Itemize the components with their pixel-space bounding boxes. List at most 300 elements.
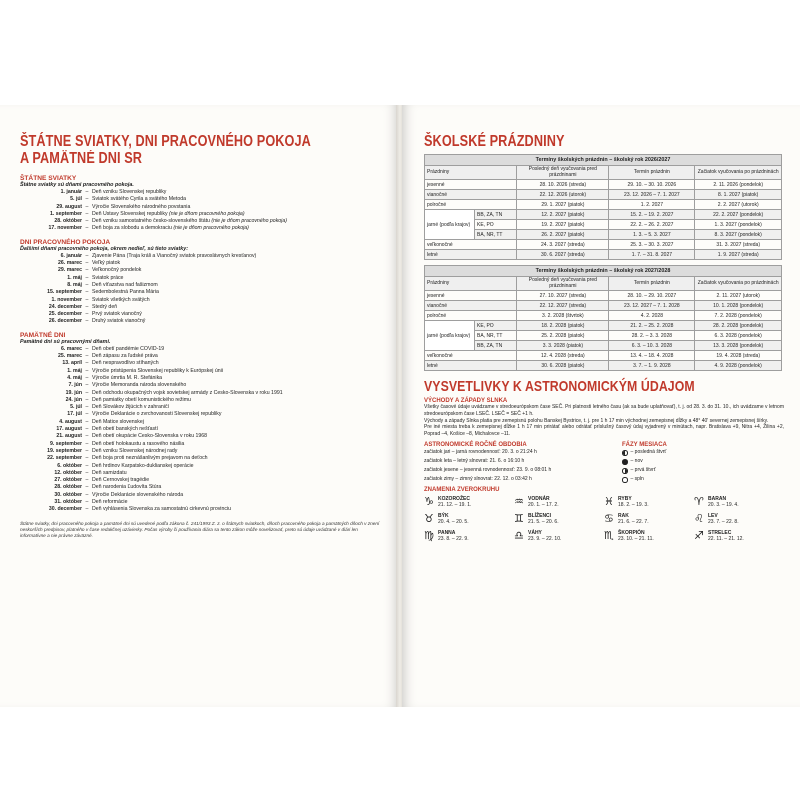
row-term: 29. 10. – 30. 10. 2026 [609, 180, 695, 190]
zodiac-sign [604, 496, 694, 508]
holiday-name: Výročie Deklarácie slovenského národa [92, 491, 184, 498]
holiday-name: Deň vzniku samostatného česko-slovenského štátu (nie je dňom pracovného pokoja) [92, 218, 287, 225]
holiday-date: 6. október [57, 462, 82, 469]
row-term: 1. 7. – 31. 8. 2027 [609, 250, 695, 260]
holiday-dash: – [85, 506, 89, 513]
holiday-name: Deň hrdinov Karpatsko-duklianskej operácie [92, 462, 194, 469]
table-row-spring [425, 220, 782, 230]
holiday-name: Zjavenie Pána (Traja králi a Vianočný sviatok pravoslávnych kresťanov) [92, 252, 257, 259]
rest-days-heading: DNI PRACOVNÉHO POKOJA [20, 238, 111, 246]
row-last-day: 28. 10. 2026 (streda) [517, 180, 609, 190]
zodiac-symbol-icon: ♐ [694, 529, 704, 543]
header-holidays: Prázdniny [425, 277, 517, 291]
holiday-date: 9. september [49, 440, 82, 447]
row-region: BA, NR, TT [475, 331, 517, 341]
zodiac-range: 22. 11. – 21. 12. [708, 536, 744, 543]
holiday-date: 25. december [48, 311, 82, 318]
holiday-date: 28. október [54, 218, 82, 225]
table-row [425, 291, 782, 301]
holiday-dash: – [85, 210, 89, 217]
zodiac-name: BÝK [438, 513, 449, 520]
zodiac-name: RAK [618, 513, 629, 520]
holiday-dash: – [85, 411, 89, 418]
holiday-dash: – [85, 274, 89, 281]
row-last-day: 3. 3. 2028 (piatok) [517, 341, 609, 351]
sun-paragraph-1: Všetky časové údaje uvádzame v stredoeurópskom čase SEČ. Pri platnosti letného času (ak sa bude uplatňovať), t. j. od 28. 3. do 31. 10., ich uvádzame v letnom stredoeurópskom čase LSEČ. LSEČ = SEČ +1 h. [424, 404, 784, 417]
zodiac-name: BLÍŽENCI [528, 513, 552, 520]
row-last-day: 26. 2. 2027 (piatok) [517, 230, 609, 240]
holiday-dash: – [85, 433, 89, 440]
table-row-spring [425, 331, 782, 341]
holiday-date: 17. august [56, 426, 82, 433]
row-last-day: 12. 2. 2027 (piatok) [517, 210, 609, 220]
row-start: 7. 2. 2028 (pondelok) [695, 311, 782, 321]
holiday-name: Deň vzniku Slovenskej národnej rady [92, 447, 178, 454]
state-holidays-heading: ŠTÁTNE SVIATKY [20, 175, 77, 182]
zodiac-text [618, 513, 649, 525]
holiday-note: (nie je dňom pracovného pokoja) [167, 210, 245, 217]
memorial-days-list [20, 346, 380, 514]
zodiac-symbol-icon: ♌ [694, 512, 704, 526]
zodiac-range: 21. 5. – 20. 6. [528, 519, 559, 526]
holiday-name: Deň zápasu za ľudské práva [92, 353, 158, 360]
holiday-dash: – [85, 260, 89, 267]
holiday-dash: – [85, 353, 89, 360]
row-term: 21. 2. – 25. 2. 2028 [609, 321, 695, 331]
holiday-name: Sedembolestná Panna Mária [92, 289, 159, 296]
table-header-row [425, 277, 782, 291]
holiday-dash: – [85, 426, 89, 433]
full-moon-icon [622, 477, 628, 483]
seasons-phases-block [424, 439, 784, 484]
zodiac-name: ŠKORPIÓN [618, 530, 645, 537]
state-holidays-subheading: Štátne sviatky sú dňami pracovného pokoja. [20, 182, 134, 188]
holiday-date: 1. september [49, 210, 82, 217]
holiday-date: 24. jún [65, 396, 82, 403]
zodiac-range: 18. 2. – 19. 3. [618, 502, 649, 509]
table-row [425, 250, 782, 260]
holiday-name: Deň Ústavy Slovenskej republiky (nie je dňom pracovného pokoja) [92, 210, 245, 217]
row-term: 23. 12. 2026 – 7. 1. 2027 [609, 190, 695, 200]
zodiac-name: RYBY [618, 496, 632, 503]
holiday-date: 8. máj [67, 281, 82, 288]
header-start: Začiatok vyučovania po prázdninách [695, 166, 782, 180]
holiday-date: 26. marec [58, 260, 82, 267]
row-region: KE, PO [475, 220, 517, 230]
row-label: polročné [425, 311, 517, 321]
row-start: 8. 3. 2027 (pondelok) [695, 230, 782, 240]
holiday-dash: – [85, 225, 89, 232]
holiday-name: Výročie pristúpenia Slovenskej republiky k Európskej únii [92, 367, 223, 374]
rest-days-subheading: Ďalšími dňami pracovného pokoja, okrem nedieľ, sú tieto sviatky: [20, 245, 189, 252]
table-row [425, 190, 782, 200]
row-term: 3. 7. – 1. 9. 2028 [609, 361, 695, 371]
table-caption: Termíny školských prázdnin – školský rok 2026/2027 [425, 155, 782, 166]
moon-phases-block [622, 439, 784, 484]
zodiac-range: 20. 1. – 17. 2. [528, 502, 559, 509]
row-last-day: 30. 6. 2028 (piatok) [517, 361, 609, 371]
row-term: 28. 2. – 3. 3. 2028 [609, 331, 695, 341]
holiday-date: 4. máj [67, 374, 82, 381]
header-last-day: Posledný deň vyučovania pred prázdninami [517, 277, 609, 291]
holiday-dash: – [85, 289, 89, 296]
school-holidays-table-2027-2028 [424, 265, 782, 371]
holiday-name: Deň víťazstva nad fašizmom [92, 281, 158, 288]
sun-paragraph-2: Východy a západy Slnka platia pre zemepisnú polohu Banskej Bystrice, t. j. pre 1 h 17 min východnej zemepisnej dĺžky a 48° 40' severnej zemepisnej šírky. [424, 417, 769, 424]
holiday-name: Veľký piatok [92, 260, 121, 267]
sun-heading: VÝCHODY A ZÁPADY SLNKA [424, 398, 508, 405]
header-start: Začiatok vyučovania po prázdninách [695, 277, 782, 291]
row-start: 10. 1. 2028 (pondelok) [695, 301, 782, 311]
right-page [402, 105, 800, 707]
row-term: 6. 3. – 10. 3. 2028 [609, 341, 695, 351]
holiday-dash: – [85, 374, 89, 381]
astro-title: VYSVETLIVKY K ASTRONOMICKÝM ÚDAJOM [424, 378, 695, 396]
holiday-name: Sviatok práce [92, 274, 124, 281]
row-last-day: 22. 12. 2027 (streda) [517, 301, 609, 311]
first-quarter-moon-icon [622, 468, 628, 474]
holiday-dash: – [85, 447, 89, 454]
season-summer: začiatok leta – letný slnovrat: 21. 6. o 16:10 h [424, 458, 525, 465]
holiday-name: Deň Černovskej tragédie [92, 477, 150, 484]
holiday-date: 1. november [51, 296, 82, 303]
header-holidays: Prázdniny [425, 166, 517, 180]
row-start: 2. 11. 2027 (utorok) [695, 291, 782, 301]
holiday-name: Sviatok svätého Cyrila a svätého Metoda [92, 196, 187, 203]
holiday-name: Deň reformácie [92, 498, 128, 505]
row-start: 2. 11. 2026 (pondelok) [695, 180, 782, 190]
row-label: veľkonočné [425, 351, 517, 361]
holiday-date: 30. december [48, 506, 82, 513]
row-term: 22. 2. – 26. 2. 2027 [609, 220, 695, 230]
memorial-days-heading: PAMÄTNÉ DNI [20, 331, 66, 339]
zodiac-sign [694, 513, 784, 525]
holiday-date: 17. júl [67, 411, 82, 418]
holiday-dash: – [85, 498, 89, 505]
holiday-date: 29. august [56, 203, 82, 210]
zodiac-sign [604, 530, 694, 542]
holiday-date: 12. október [54, 469, 82, 476]
holiday-dash: – [85, 462, 89, 469]
holiday-date: 26. december [48, 318, 82, 325]
holiday-dash: – [85, 189, 89, 195]
zodiac-range: 23. 8. – 22. 9. [438, 536, 469, 543]
holiday-dash: – [85, 404, 89, 411]
school-holidays-section [424, 133, 784, 542]
zodiac-text [438, 496, 471, 508]
table-header-row [425, 166, 782, 180]
holidays-title-line2: A PAMÄTNÉ DNI SR [20, 150, 143, 167]
holiday-dash: – [85, 203, 89, 210]
row-last-day: 12. 4. 2028 (streda) [517, 351, 609, 361]
zodiac-heading: ZNAMENIA ZVEROKRUHU [424, 487, 500, 494]
memorial-days-subheading: Pamätné dni sú pracovnými dňami. [20, 338, 111, 345]
zodiac-text [438, 513, 469, 525]
table-row-spring [425, 341, 782, 351]
row-region: BB, ZA, TN [475, 341, 517, 351]
holiday-name: Štedrý deň [92, 303, 118, 310]
holiday-date: 24. december [48, 303, 82, 310]
row-region: KE, PO [475, 321, 517, 331]
phase-full-moon: – spln [622, 475, 784, 484]
zodiac-sign [604, 513, 694, 525]
zodiac-range: 20. 3. – 19. 4. [708, 502, 739, 509]
holiday-name: Deň vyhlásenia Slovenska za samostatnú cirkevnú provinciu [92, 506, 231, 513]
table-row [425, 180, 782, 190]
book-spread [0, 105, 800, 707]
row-label: jesenné [425, 291, 517, 301]
table-row-spring [425, 321, 782, 331]
new-moon-icon [622, 459, 628, 465]
row-start: 8. 1. 2027 (piatok) [695, 190, 782, 200]
season-winter: začiatok zimy – zimný slnovrat: 22. 12. o 03:42 h [424, 476, 532, 483]
zodiac-range: 23. 9. – 22. 10. [528, 536, 562, 543]
zodiac-symbol-icon: ♊ [514, 512, 524, 526]
table-row [425, 311, 782, 321]
holiday-date: 31. október [54, 498, 82, 505]
holiday-dash: – [85, 477, 89, 484]
zodiac-symbol-icon: ♓ [604, 495, 614, 509]
holiday-dash: – [85, 396, 89, 403]
holiday-dash: – [85, 267, 89, 274]
zodiac-symbol-icon: ♈ [694, 495, 704, 509]
zodiac-name: VÁHY [528, 530, 542, 537]
row-label: vianočné [425, 301, 517, 311]
holiday-date: 1. máj [67, 274, 82, 281]
zodiac-name: KOZOROŽEC [438, 496, 470, 503]
zodiac-text [528, 530, 561, 542]
holiday-dash: – [85, 311, 89, 318]
holiday-name: Deň pamiatky obetí komunistického režimu [92, 396, 191, 403]
holiday-date: 19. september [47, 447, 82, 454]
row-last-day: 27. 10. 2027 (streda) [517, 291, 609, 301]
row-label-spring: jarné (podľa krajov) [425, 321, 475, 351]
zodiac-range: 21. 6. – 22. 7. [618, 519, 649, 526]
holiday-name: Deň odchodu okupačných vojsk sovietskej armády z Česko-Slovenska v roku 1991 [92, 389, 283, 396]
holiday-name: Deň boja proti neznášanlivým prejavom na deťoch [92, 455, 208, 462]
zodiac-sign [694, 496, 784, 508]
zodiac-name: LEV [708, 513, 718, 520]
row-region: BB, ZA, TN [475, 210, 517, 220]
row-term: 1. 3. – 5. 3. 2027 [609, 230, 695, 240]
holidays-section [20, 133, 380, 539]
holiday-name: Druhý sviatok vianočný [92, 318, 146, 325]
holiday-date: 7. jún [68, 382, 82, 389]
row-term: 15. 2. – 19. 2. 2027 [609, 210, 695, 220]
holiday-name: Deň nespravodlivo stíhaných [92, 360, 159, 367]
holiday-date: 6. január [60, 252, 82, 259]
zodiac-symbol-icon: ♉ [424, 512, 434, 526]
holiday-name: Deň boja za slobodu a demokraciu (nie je dňom pracovného pokoja) [92, 225, 249, 232]
holiday-date: 5. júl [70, 404, 82, 411]
holiday-dash: – [85, 281, 89, 288]
zodiac-text [708, 513, 739, 525]
row-term: 23. 12. 2027 – 7. 1. 2028 [609, 301, 695, 311]
table-row [425, 240, 782, 250]
table-caption: Termíny školských prázdnin – školský rok 2027/2028 [425, 266, 782, 277]
seasons-heading: ASTRONOMICKÉ ROČNÉ OBDOBIA [424, 442, 527, 449]
zodiac-symbol-icon: ♋ [604, 512, 614, 526]
row-last-day: 19. 2. 2027 (piatok) [517, 220, 609, 230]
moon-phases-heading: FÁZY MESIACA [622, 442, 667, 449]
holiday-dash: – [85, 455, 89, 462]
header-term: Termín prázdnin [609, 277, 695, 291]
holiday-date: 15. september [47, 289, 82, 296]
holiday-name: Výročie úmrtia M. R. Štefánika [92, 374, 163, 381]
holiday-dash: – [85, 360, 89, 367]
table-row-spring [425, 210, 782, 220]
row-label: vianočné [425, 190, 517, 200]
holiday-date: 25. marec [58, 353, 82, 360]
holiday-name: Výročie Deklarácie o zvrchovanosti Slovenskej republiky [92, 411, 222, 418]
zodiac-symbol-icon: ♎ [514, 529, 524, 543]
holiday-date: 1. január [60, 189, 82, 195]
table-row [425, 200, 782, 210]
rest-days-list [20, 253, 380, 326]
holiday-dash: – [85, 418, 89, 425]
zodiac-text [438, 530, 469, 542]
row-region: BA, NR, TT [475, 230, 517, 240]
holiday-dash: – [85, 469, 89, 476]
holiday-name: Výročie Slovenského národného povstania [92, 203, 191, 210]
holiday-dash: – [85, 303, 89, 310]
row-last-day: 30. 6. 2027 (streda) [517, 250, 609, 260]
holiday-name: Deň narodenia Ľudovíta Štúra [92, 484, 162, 491]
phase-first-quarter: – prvá štvrť [622, 466, 784, 475]
zodiac-symbol-icon: ♏ [604, 529, 614, 543]
row-label: jesenné [425, 180, 517, 190]
zodiac-grid [424, 496, 784, 542]
left-page [0, 105, 398, 707]
holiday-note: (nie je dňom pracovného pokoja) [209, 218, 287, 225]
table-row [425, 301, 782, 311]
holiday-dash: – [85, 389, 89, 396]
zodiac-sign [424, 496, 514, 508]
row-last-day: 24. 3. 2027 (streda) [517, 240, 609, 250]
phase-last-quarter: – posledná štvrť [622, 448, 784, 457]
holiday-date: 1. máj [67, 367, 82, 374]
holiday-name: Prvý sviatok vianočný [92, 311, 142, 318]
row-term: 4. 2. 2028 [609, 311, 695, 321]
holiday-dash: – [85, 218, 89, 225]
zodiac-symbol-icon: ♑ [424, 495, 434, 509]
holiday-dash: – [85, 484, 89, 491]
zodiac-text [618, 530, 654, 542]
row-start: 1. 9. 2027 (streda) [695, 250, 782, 260]
row-start: 28. 2. 2028 (pondelok) [695, 321, 782, 331]
row-start: 22. 2. 2027 (pondelok) [695, 210, 782, 220]
sun-paragraph-3: Pre iné miesta treba k zemepisnej dĺžke 1 h 17 min prirátať alebo odrátať príslušný časový údaj vyjadrený v minútach, napr. Bratislava +9, Nitra +4, Žilina +2, Poprad –4, Košice –8, Michalovce –11. [424, 424, 784, 437]
row-start: 31. 3. 2027 (streda) [695, 240, 782, 250]
zodiac-range: 21. 12. – 19. 1. [438, 502, 472, 509]
row-label-spring: jarné (podľa krajov) [425, 210, 475, 240]
holiday-name: Deň obetí banských nešťastí [92, 426, 158, 433]
row-term: 28. 10. – 29. 10. 2027 [609, 291, 695, 301]
zodiac-sign [424, 530, 514, 542]
zodiac-sign [514, 530, 604, 542]
holiday-date: 17. november [48, 225, 82, 232]
row-term: 13. 4. – 18. 4. 2028 [609, 351, 695, 361]
holiday-date: 28. október [54, 484, 82, 491]
header-term: Termín prázdnin [609, 166, 695, 180]
holiday-dash: – [85, 367, 89, 374]
holiday-date: 29. marec [58, 267, 82, 274]
holiday-date: 19. jún [65, 389, 82, 396]
holiday-date: 6. marec [60, 345, 82, 352]
row-start: 19. 4. 2028 (streda) [695, 351, 782, 361]
zodiac-name: VODNÁR [528, 496, 550, 503]
row-last-day: 29. 1. 2027 (piatok) [517, 200, 609, 210]
zodiac-name: STRELEC [708, 530, 732, 537]
table-caption-row [425, 266, 782, 277]
zodiac-name: PANNA [438, 530, 456, 537]
legal-footnote: Štátne sviatky, dni pracovného pokoja a pamätné dni sú uvedené podľa zákona č. 241/1993 Z. z. o štátnych sviatkoch, dňoch pracovného pokoja a pamätných dňoch v znení neskorších predpisov, platného v čase redakčnej uzávierky. Počas výroby či používania diára sa tento zákon môže novelizovať, preto sú údaje uvádzané v diári len informatívne a nie právne záväzné. [20, 520, 380, 538]
zodiac-text [708, 530, 744, 542]
row-start: 2. 2. 2027 (utorok) [695, 200, 782, 210]
row-term: 1. 2. 2027 [609, 200, 695, 210]
row-start: 6. 3. 2028 (pondelok) [695, 331, 782, 341]
holiday-name: Deň vzniku Slovenskej republiky [92, 189, 167, 195]
row-last-day: 25. 2. 2028 (piatok) [517, 331, 609, 341]
table-row-spring [425, 230, 782, 240]
holiday-dash: – [85, 440, 89, 447]
holiday-date: 5. júl [70, 196, 82, 203]
row-label: polročné [425, 200, 517, 210]
holiday-name: Deň obetí okupácie Česko-Slovenska v roku 1968 [92, 433, 208, 440]
holiday-dash: – [85, 382, 89, 389]
holiday-date: 4. august [59, 418, 82, 425]
holiday-dash: – [85, 318, 89, 325]
zodiac-symbol-icon: ♒ [514, 495, 524, 509]
zodiac-sign [694, 530, 784, 542]
holiday-name: Výročie Memoranda národa slovenského [92, 382, 187, 389]
school-holidays-title: ŠKOLSKÉ PRÁZDNINY [424, 133, 565, 150]
holiday-dash: – [85, 345, 89, 352]
zodiac-text [708, 496, 739, 508]
holiday-dash: – [85, 296, 89, 303]
phase-new-moon: – nov [622, 457, 784, 466]
zodiac-sign [514, 513, 604, 525]
row-start: 1. 3. 2027 (pondelok) [695, 220, 782, 230]
row-last-day: 3. 2. 2028 (štvrtok) [517, 311, 609, 321]
zodiac-text [528, 496, 559, 508]
row-start: 4. 9. 2028 (pondelok) [695, 361, 782, 371]
holiday-note: (nie je dňom pracovného pokoja) [171, 225, 249, 232]
row-label: letné [425, 250, 517, 260]
holiday-name: Deň Matice slovenskej [92, 418, 144, 425]
holiday-name: Deň obetí holokaustu a rasového násilia [92, 440, 185, 447]
row-label: letné [425, 361, 517, 371]
holiday-dash: – [85, 252, 89, 259]
holiday-date: 27. október [54, 477, 82, 484]
zodiac-text [618, 496, 649, 508]
holiday-date: 13. apríl [62, 360, 82, 367]
school-holidays-table-2026-2027 [424, 154, 782, 260]
row-term: 25. 3. – 30. 3. 2027 [609, 240, 695, 250]
holiday-date: 30. október [54, 491, 82, 498]
holiday-name: Deň samizdatu [92, 469, 127, 476]
holidays-title-line1: ŠTÁTNE SVIATKY, DNI PRACOVNÉHO POKOJA [20, 133, 311, 150]
table-row [425, 361, 782, 371]
state-holidays-list [20, 189, 380, 233]
seasons-block [424, 439, 614, 484]
header-last-day: Posledný deň vyučovania pred prázdninami [517, 166, 609, 180]
zodiac-name: BARAN [708, 496, 727, 503]
holiday-name: Deň Slovákov žijúcich v zahraničí [92, 404, 169, 411]
holiday-name: Deň obetí pandémie COVID-19 [92, 345, 165, 352]
season-autumn: začiatok jesene – jesenná rovnodennosť: 23. 9. o 08:01 h [424, 467, 552, 474]
zodiac-range: 23. 7. – 22. 8. [708, 519, 739, 526]
